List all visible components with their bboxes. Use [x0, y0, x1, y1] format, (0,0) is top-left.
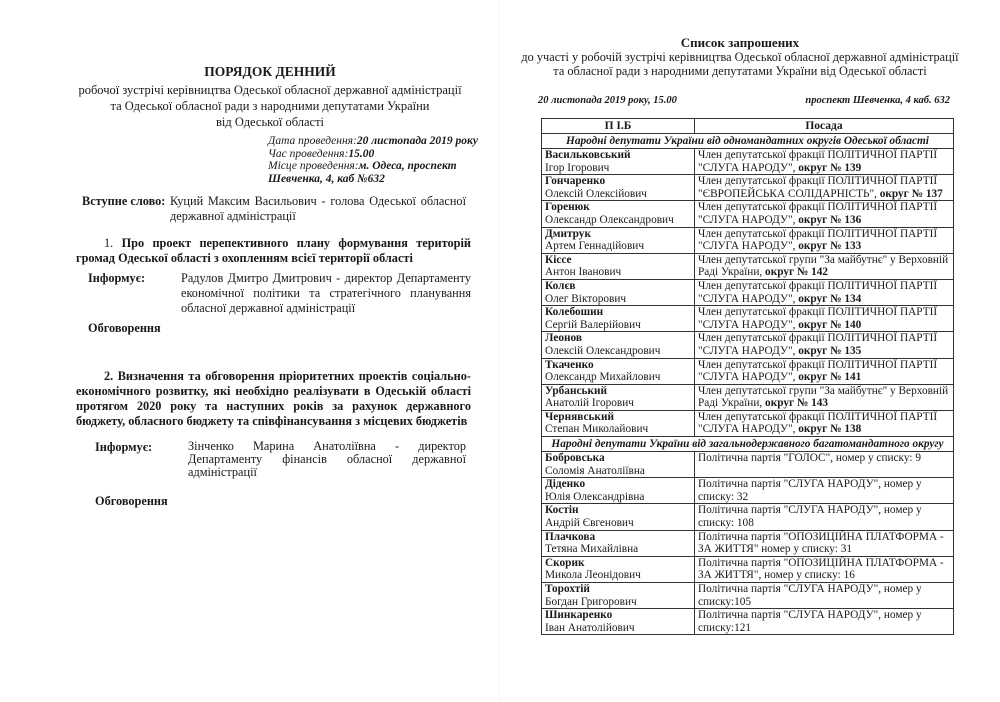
district-number: округ № 143 — [762, 397, 829, 410]
item-number: 2. — [104, 369, 114, 383]
name-cell — [542, 279, 695, 305]
name-cell — [542, 384, 695, 410]
first-name: Ігор Ігорович — [545, 161, 610, 174]
table-row — [542, 358, 954, 384]
table-row — [542, 504, 954, 530]
position-text: Член депутатської фракції ПОЛІТИЧНОЇ ПАРТІЇ "СЛУГА НАРОДУ", — [698, 410, 938, 436]
name-cell — [542, 332, 695, 358]
first-name: Соломія Анатоліївна — [545, 464, 645, 477]
column-header-position: Посада — [695, 119, 954, 134]
table-row — [542, 410, 954, 436]
last-name: Шинкаренко — [545, 609, 613, 622]
district-number: округ № 140 — [795, 318, 862, 331]
position-cell — [695, 530, 954, 556]
table-header — [542, 119, 954, 134]
table-row — [542, 279, 954, 305]
position-text: Член депутатської групи "За майбутнє" у Верховній Раді України, — [698, 384, 949, 410]
agenda-subtitle — [60, 82, 480, 130]
first-name: Тетяна Михайлівна — [545, 543, 639, 556]
discussion-label: Обговорення — [88, 321, 161, 335]
position-text: Політична партія "СЛУГА НАРОДУ", номер у списку:121 — [698, 609, 922, 634]
district-number: округ № 135 — [795, 344, 862, 357]
name-cell — [542, 306, 695, 332]
table-row — [542, 452, 954, 478]
position-text: Політична партія "ОПОЗИЦІЙНА ПЛАТФОРМА - ЗА ЖИТТЯ" номер у списку: 31 — [698, 530, 944, 556]
table-row — [542, 609, 954, 635]
last-name: Костін — [545, 504, 579, 517]
invitees-address: проспект Шевченка, 4 каб. 632 — [805, 95, 950, 106]
position-text: Політична партія "ГОЛОС", номер у списку: 9 — [698, 452, 921, 465]
last-name: Скорик — [545, 556, 585, 569]
section-heading: Народні депутати України від загальнодержавного багатомандатного округу — [542, 437, 954, 452]
place-value: м. Одеса, проспект Шевченка, 4, каб №632 — [268, 160, 457, 185]
informs-label: Інформує: — [88, 271, 146, 285]
district-number: округ № 137 — [876, 187, 943, 200]
table-row — [542, 384, 954, 410]
informs-text: Радулов Дмитро Дмитрович - директор Департаменту економічної політики та стратегічного планування обласної державної адміністрації — [181, 271, 471, 315]
first-name: Анатолій Ігорович — [545, 397, 634, 410]
last-name: Васильковський — [545, 149, 631, 161]
invitees-title: Список запрошених — [680, 35, 800, 50]
name-cell — [542, 609, 695, 635]
name-cell — [542, 583, 695, 609]
position-text: Член депутатської фракції ПОЛІТИЧНОЇ ПАРТІЇ "СЛУГА НАРОДУ", — [698, 358, 938, 384]
position-cell — [695, 609, 954, 635]
item-number: 1. — [104, 236, 114, 250]
section-heading-row — [542, 437, 954, 452]
date-label: Дата проведення: — [268, 135, 357, 147]
name-cell — [542, 253, 695, 279]
opening-label: Вступне слово: — [82, 194, 166, 208]
first-name: Олександр Олександрович — [545, 213, 674, 226]
name-cell — [542, 504, 695, 530]
agenda-subtitle-line: від Одеської області — [215, 115, 325, 129]
last-name: Чернявський — [545, 410, 614, 423]
table-row — [542, 149, 954, 175]
position-cell — [695, 384, 954, 410]
first-name: Олександр Михайлович — [545, 371, 661, 384]
first-name: Антон Іванович — [545, 266, 622, 279]
table-row — [542, 583, 954, 609]
position-cell — [695, 279, 954, 305]
first-name: Андрій Євгенович — [545, 517, 634, 530]
position-cell — [695, 583, 954, 609]
first-name: Олег Вікторович — [545, 292, 627, 305]
name-cell — [542, 410, 695, 436]
item-title: Про проект перепективного плану формування територій громад Одеської області з охопленням всієї території області — [76, 236, 471, 265]
position-cell — [695, 253, 954, 279]
position-cell — [695, 227, 954, 253]
table-row — [542, 253, 954, 279]
name-cell — [542, 227, 695, 253]
last-name: Горенюк — [545, 201, 590, 214]
table-row — [542, 530, 954, 556]
position-cell — [695, 452, 954, 478]
column-header-name: П І.Б — [542, 119, 695, 134]
first-name: Іван Анатолійович — [545, 621, 635, 634]
position-text: Політична партія "ОПОЗИЦІЙНА ПЛАТФОРМА - ЗА ЖИТТЯ", номер у списку: 16 — [698, 556, 944, 582]
first-name: Олексій Олексійович — [545, 187, 647, 200]
last-name: Торохтій — [545, 583, 590, 595]
district-number: округ № 134 — [795, 292, 862, 305]
name-cell — [542, 530, 695, 556]
first-name: Артем Геннадійович — [545, 240, 645, 253]
position-cell — [695, 358, 954, 384]
name-cell — [542, 175, 695, 201]
position-cell — [695, 504, 954, 530]
last-name: Леонов — [545, 332, 582, 345]
name-cell — [542, 452, 695, 478]
district-number: округ № 141 — [795, 371, 862, 384]
meeting-meta — [268, 135, 488, 185]
time-label: Час проведення: — [268, 147, 349, 160]
position-cell — [695, 149, 954, 175]
invitees-table-body — [542, 134, 954, 635]
agenda-subtitle-line: робочої зустрічі керівництва Одеської обласної державної адміністрації — [78, 83, 462, 97]
position-cell — [695, 556, 954, 582]
last-name: Діденко — [545, 478, 586, 491]
informs-label: Інформує: — [95, 440, 153, 454]
position-text: Політична партія "СЛУГА НАРОДУ", номер у списку: 32 — [698, 478, 922, 503]
name-cell — [542, 556, 695, 582]
position-cell — [695, 175, 954, 201]
name-cell — [542, 201, 695, 227]
district-number: округ № 133 — [795, 240, 862, 253]
first-name: Сергій Валерійович — [545, 318, 641, 331]
district-number: округ № 139 — [795, 161, 862, 174]
agenda-item-1 — [76, 236, 471, 266]
last-name: Дмитрук — [545, 227, 591, 240]
name-cell — [542, 149, 695, 175]
position-cell — [695, 306, 954, 332]
invitees-table — [541, 118, 954, 635]
first-name: Микола Леонідович — [545, 569, 641, 582]
district-number: округ № 138 — [795, 423, 862, 436]
last-name: Урбанський — [545, 384, 607, 397]
first-name: Юлія Олександрівна — [545, 490, 645, 503]
table-row — [542, 227, 954, 253]
first-name: Богдан Григорович — [545, 595, 637, 608]
section-heading: Народні депутати України від одномандатних округів Одеської області — [542, 134, 954, 149]
place-label: Місце проведення: — [268, 160, 359, 172]
discussion-label: Обговорення — [95, 494, 168, 508]
name-cell — [542, 478, 695, 504]
table-row — [542, 478, 954, 504]
position-text: Політична партія "СЛУГА НАРОДУ", номер у списку:105 — [698, 583, 922, 608]
last-name: Бобровська — [545, 452, 605, 465]
last-name: Кіссе — [545, 253, 572, 266]
first-name: Олексій Олександрович — [545, 344, 661, 357]
position-text: Член депутатської фракції ПОЛІТИЧНОЇ ПАРТІЇ "СЛУГА НАРОДУ", — [698, 227, 938, 253]
position-cell — [695, 410, 954, 436]
position-text: Член депутатської фракції ПОЛІТИЧНОЇ ПАРТІЇ "СЛУГА НАРОДУ", — [698, 306, 938, 331]
agenda-title: ПОРЯДОК ДЕННИЙ — [204, 64, 336, 79]
agenda-item-2 — [76, 369, 471, 429]
name-cell — [542, 358, 695, 384]
opening-text: Куций Максим Васильович - голова Одеської обласної державної адміністрації — [170, 194, 466, 223]
table-row — [542, 556, 954, 582]
table-row — [542, 201, 954, 227]
position-text: Член депутатської групи "За майбутнє" у Верховній Раді України, — [698, 253, 949, 279]
position-text: Член депутатської фракції ПОЛІТИЧНОЇ ПАРТІЇ "СЛУГА НАРОДУ", — [698, 279, 938, 305]
last-name: Гончаренко — [545, 175, 606, 188]
position-text: Член депутатської фракції ПОЛІТИЧНОЇ ПАРТІЇ "СЛУГА НАРОДУ", — [698, 332, 938, 357]
last-name: Колебошин — [545, 306, 604, 319]
last-name: Ткаченко — [545, 358, 594, 371]
table-row — [542, 175, 954, 201]
position-cell — [695, 201, 954, 227]
table-row — [542, 332, 954, 358]
informs-text: Зінченко Марина Анатоліївна - директор Департаменту фінансів обласної державної адміністрації — [188, 439, 466, 479]
last-name: Плачкова — [545, 530, 596, 543]
district-number: округ № 136 — [795, 213, 862, 226]
position-text: Член депутатської фракції ПОЛІТИЧНОЇ ПАРТІЇ "СЛУГА НАРОДУ", — [698, 149, 938, 174]
first-name: Степан Миколайович — [545, 423, 649, 436]
position-cell — [695, 332, 954, 358]
position-text: Член депутатської фракції ПОЛІТИЧНОЇ ПАРТІЇ "ЄВРОПЕЙСЬКА СОЛІДАРНІСТЬ", — [698, 175, 938, 200]
section-heading-row — [542, 134, 954, 149]
position-cell — [695, 478, 954, 504]
position-text: Член депутатської фракції ПОЛІТИЧНОЇ ПАРТІЇ "СЛУГА НАРОДУ", — [698, 201, 938, 226]
position-text: Політична партія "СЛУГА НАРОДУ", номер у списку: 108 — [698, 504, 922, 530]
last-name: Колєв — [545, 279, 576, 292]
item-title: Визначення та обговорення пріоритетних проектів соціально-економічного розвитку, які необхідно реалізувати в Одеській області протягом 2020 року та наступних років за рахунок державного бюджету, обласного бюджету та співфінансування з місцевих бюджетів — [76, 369, 472, 428]
time-value: 15.00 — [348, 147, 375, 160]
invitees-date-time: 20 листопада 2019 року, 15.00 — [538, 95, 677, 106]
table-row — [542, 306, 954, 332]
agenda-subtitle-line: та Одеської обласної ради з народними депутатами України — [110, 99, 430, 113]
date-value: 20 листопада 2019 року — [356, 135, 478, 147]
district-number: округ № 142 — [762, 266, 829, 279]
invitees-subtitle: до участі у робочій зустрічі керівництва Одеської обласної державної адміністрації та обласної ради з народними депутатами України від Одеської області — [521, 50, 959, 78]
